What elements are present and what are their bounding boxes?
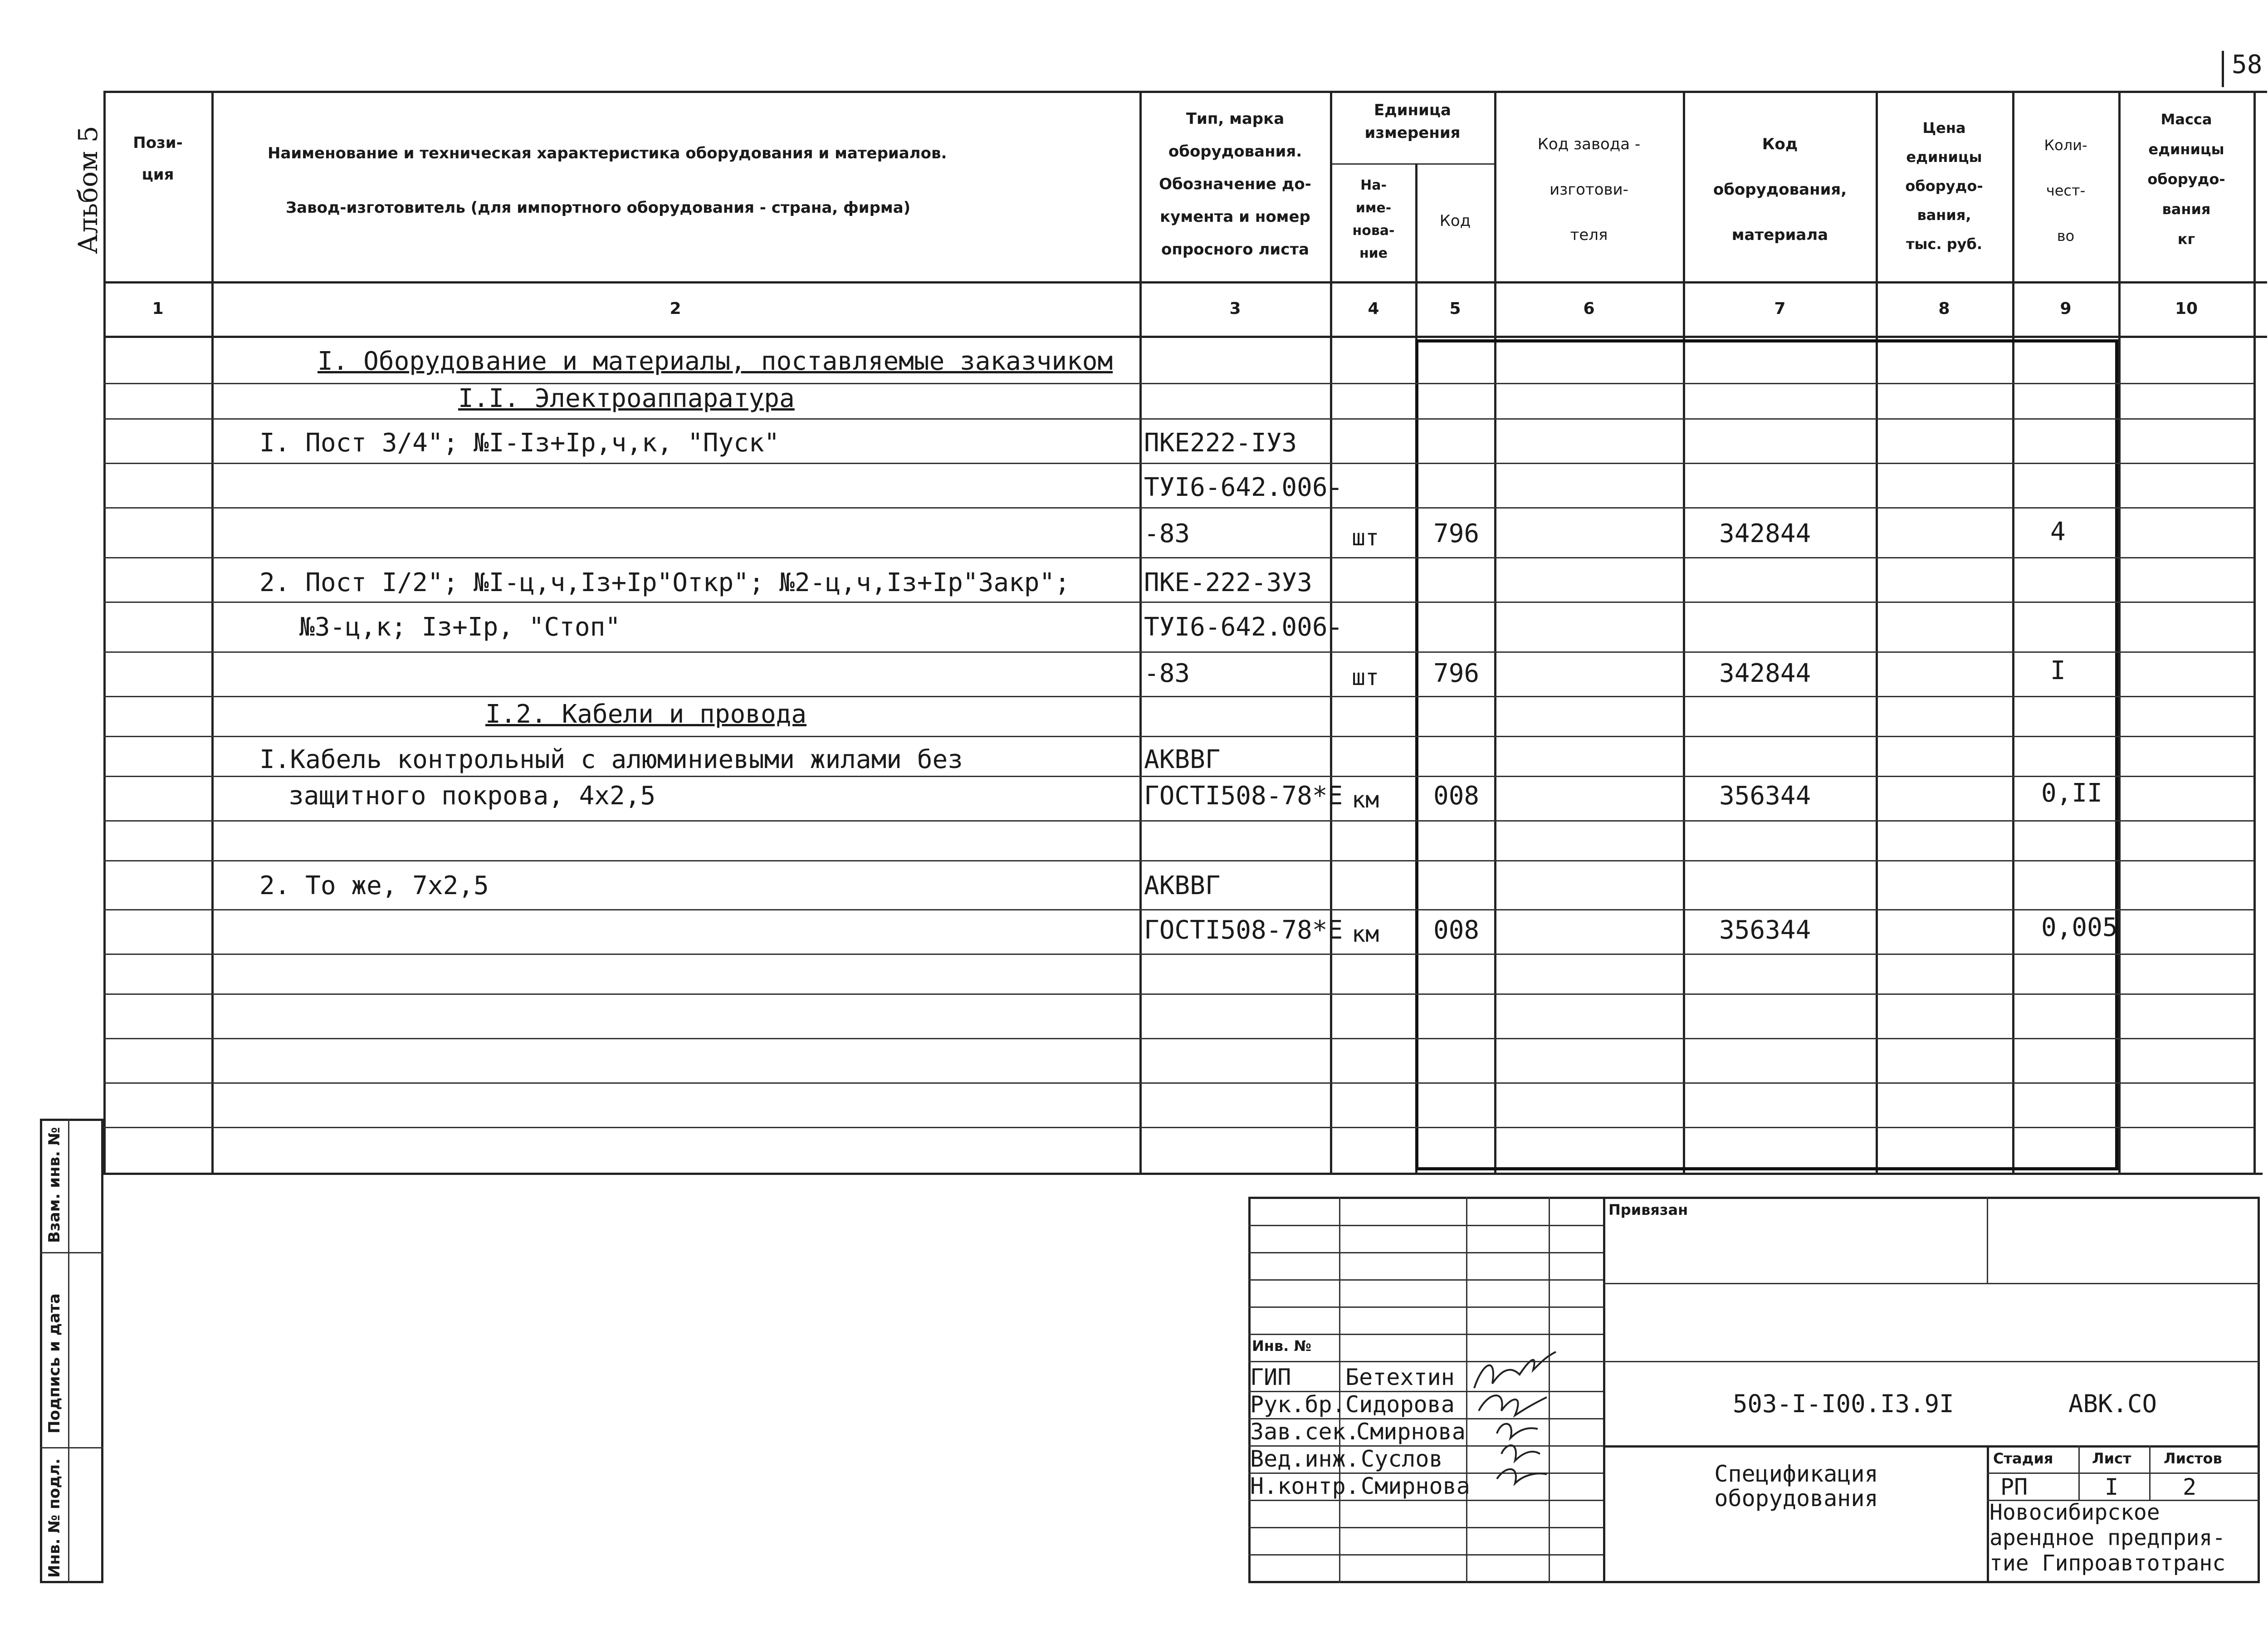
table-row-unit: шт [1352, 524, 1379, 551]
sheet-value: I [2105, 1474, 2119, 1500]
table-row-code: 796 [1433, 659, 1480, 688]
sheet-label: Лист [2092, 1450, 2131, 1467]
name-norm-control: Смирнова [1361, 1473, 1470, 1499]
stage-value: РП [2000, 1474, 2028, 1500]
header-mass: Масса единицы оборудо- вания кг [2147, 111, 2225, 248]
table-row-code: 008 [1433, 915, 1480, 945]
section-title: I. Оборудование и материалы, поставляемые заказчиком [318, 347, 1113, 376]
table-row-type: ТУI6-642.006- [1144, 473, 1343, 502]
header-unit-code: Код [1439, 212, 1471, 230]
header-unit-price: Цена единицы оборудо- вания, тыс. руб. [1905, 119, 1983, 253]
name-section-head: Смирнова [1356, 1419, 1466, 1445]
name-lead-engineer: Суслов [1361, 1446, 1443, 1472]
col-num-4: 4 [1368, 299, 1379, 318]
role-lead-engineer: Вед.инж. [1250, 1446, 1359, 1472]
subsection-title: I.2. Кабели и провода [485, 700, 807, 729]
header-plant-code: Код завода - изготови- теля [1537, 135, 1641, 244]
sign-date-label: Подпись и дата [45, 1293, 64, 1433]
table-row-code: 008 [1433, 781, 1480, 811]
table-row-qty: I [2050, 656, 2066, 685]
table-row-qty: 4 [2050, 517, 2066, 547]
col-num-8: 8 [1938, 299, 1950, 318]
table-row-equip-code: 356344 [1719, 915, 1811, 945]
table-row-type: ГОСТI508-78*Е [1144, 781, 1343, 811]
table-row-unit: шт [1352, 664, 1379, 690]
header-unit-name: На- име- нова- ние [1352, 177, 1395, 261]
role-section-head: Зав.сек. [1250, 1419, 1359, 1445]
col-num-3: 3 [1229, 299, 1241, 318]
role-team-lead: Рук.бр. [1250, 1391, 1346, 1418]
name-team-lead: Сидорова [1345, 1391, 1455, 1418]
table-row-type: -83 [1144, 659, 1190, 688]
doc-mark: АВК.СО [2068, 1389, 2157, 1418]
table-row-name: I. Пост 3/4"; №I-Iз+Iр,ч,к, "Пуск" [259, 428, 780, 458]
table-row-type: ТУI6-642.006- [1144, 612, 1343, 642]
replace-inv-label: Взам. инв. № [45, 1127, 64, 1243]
signatures-image [1470, 1343, 1569, 1506]
role-norm-control: Н.контр. [1250, 1473, 1359, 1499]
col-num-2: 2 [670, 299, 681, 318]
page-number-bar [2222, 51, 2224, 87]
bound-label: Привязан [1608, 1201, 1688, 1218]
table-row-code: 796 [1433, 519, 1480, 548]
album-label: Альбом 5 [73, 126, 103, 254]
header-unit-group: Единица измерения [1364, 101, 1461, 142]
col-num-6: 6 [1583, 299, 1595, 318]
table-row-equip-code: 356344 [1719, 781, 1811, 811]
header-type: Тип, марка оборудования. Обозначение до- кумента и номер опросного листа [1159, 110, 1311, 259]
role-gip: ГИП [1250, 1364, 1291, 1390]
table-row-type: АКВВГ [1144, 871, 1221, 900]
table-row-name: I.Кабель контрольный с алюминиевыми жилами без [259, 745, 963, 774]
header-name-line2: Завод-изготовитель (для импортного оборудования - страна, фирма) [286, 199, 911, 217]
doc-code: 503-I-I00.I3.9I [1733, 1389, 1954, 1418]
col-num-10: 10 [2175, 299, 2198, 318]
table-row-type: -83 [1144, 519, 1190, 548]
table-row-name: 2. Пост I/2"; №I-ц,ч,Iз+Iр"Откр"; №2-ц,ч,Iз+Iр"Закр"; [259, 568, 1070, 597]
table-row-type: ПКЕ222-IУЗ [1144, 428, 1297, 458]
subsection-title: I.I. Электроаппаратура [458, 384, 795, 413]
name-gip: Бетехтин [1345, 1364, 1455, 1390]
page-number: 58 [2232, 50, 2263, 79]
table-row-equip-code: 342844 [1719, 519, 1811, 548]
table-row-name: защитного покрова, 4х2,5 [288, 781, 656, 811]
inv-orig-label: Инв. № подл. [45, 1458, 64, 1578]
header-name-line1: Наименование и техническая характеристика оборудования и материалов. [268, 144, 947, 162]
col-num-5: 5 [1449, 299, 1461, 318]
header-position: Пози- ция [133, 134, 183, 184]
doc-title: Спецификация оборудования [1714, 1461, 1878, 1512]
col-num-7: 7 [1774, 299, 1786, 318]
table-row-unit: км [1352, 921, 1379, 947]
table-row-type: ПКЕ-222-3УЗ [1144, 568, 1312, 597]
sheets-value: 2 [2183, 1474, 2197, 1500]
header-quantity: Коли- чест- во [2044, 137, 2087, 245]
table-row-name: №3-ц,к; Iз+Iр, "Стоп" [299, 612, 621, 642]
header-equipment-code: Код оборудования, материала [1713, 135, 1847, 244]
sheets-label: Листов [2164, 1450, 2222, 1467]
table-row-equip-code: 342844 [1719, 659, 1811, 688]
table-row-type: ГОСТI508-78*Е [1144, 915, 1343, 945]
col-num-9: 9 [2060, 299, 2072, 318]
table-row-qty: 0,005 [2041, 913, 2118, 942]
organization: Новосибирское арендное предприя- тие Гипроавтотранс [1989, 1500, 2226, 1576]
stage-label: Стадия [1993, 1450, 2053, 1467]
col-num-1: 1 [152, 299, 164, 318]
table-row-name: 2. То же, 7х2,5 [259, 871, 489, 900]
table-row-qty: 0,II [2041, 778, 2102, 808]
inv-label: Инв. № [1252, 1337, 1311, 1355]
table-row-type: АКВВГ [1144, 745, 1221, 774]
table-row-unit: км [1352, 787, 1379, 813]
